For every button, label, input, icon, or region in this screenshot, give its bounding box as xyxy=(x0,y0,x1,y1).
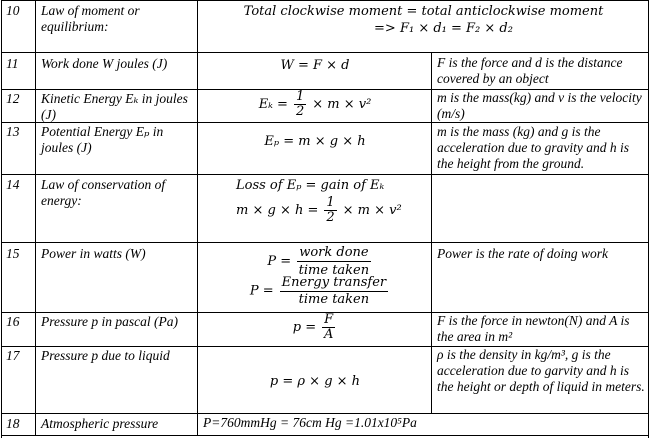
table-row xyxy=(1,312,648,346)
row-number: 12 xyxy=(1,89,35,122)
formula-cell xyxy=(197,0,649,52)
table-row xyxy=(1,174,648,242)
table-row xyxy=(1,413,648,435)
fraction-numerator: 1 xyxy=(295,89,305,104)
fraction xyxy=(322,313,335,342)
fraction-numerator: Energy transfer xyxy=(281,275,387,290)
fraction-denominator: time taken xyxy=(298,263,370,278)
table-row xyxy=(1,0,648,52)
table-row xyxy=(1,52,648,89)
row-number: 16 xyxy=(1,312,35,346)
formula-rhs: × m × v² xyxy=(342,203,402,219)
fraction-denominator: time taken xyxy=(298,292,370,307)
formula-lhs: m × g × h = xyxy=(236,203,319,219)
description-cell: F is the force in newton(N) and A is the area in m² xyxy=(431,312,648,346)
formula-line: Total clockwise moment = total anticlockwise moment xyxy=(243,4,604,19)
row-number: 13 xyxy=(1,122,35,174)
description-cell xyxy=(431,174,648,242)
row-number: 15 xyxy=(1,242,35,312)
formula: p = ρ × g × h xyxy=(269,374,361,389)
formula-lhs: p = xyxy=(292,320,317,336)
fraction-numerator: 1 xyxy=(326,195,335,210)
fraction xyxy=(297,244,370,279)
description-cell: F is the force and d is the distance covered by an object xyxy=(431,52,648,89)
table-row xyxy=(1,346,648,413)
formula-cell xyxy=(197,52,432,89)
formula-cell xyxy=(197,346,432,413)
fraction-denominator: 2 xyxy=(326,210,335,225)
row-name: Work done W joules (J) xyxy=(35,52,197,89)
row-number: 11 xyxy=(1,52,35,89)
description-cell: m is the mass (kg) and g is the acceleration due to gravity and h is the height from the ground. xyxy=(431,122,648,174)
formula-line xyxy=(198,275,432,307)
fraction xyxy=(324,196,336,225)
formula-cell xyxy=(197,312,432,346)
formula-cell xyxy=(197,89,432,122)
formula-cell xyxy=(197,242,432,312)
description-cell: m is the mass(kg) and v is the velocity (m/s) xyxy=(431,89,648,122)
fraction xyxy=(294,90,306,119)
formula-line: => F₁ × d₁ = F₂ × d₂ xyxy=(374,21,513,36)
formula-cell xyxy=(197,174,431,242)
table-row xyxy=(1,122,648,174)
formula-rhs: × m × v² xyxy=(312,97,372,113)
formula: W = F × d xyxy=(280,58,350,73)
row-name: Atmospheric pressure xyxy=(35,413,197,435)
row-number: 14 xyxy=(1,174,35,242)
description-cell: ρ is the density in kg/m³, g is the acceleration due to garvity and h is the height or depth of liquid in meters. xyxy=(431,346,648,413)
row-name: Law of conservation of energy: xyxy=(35,174,197,242)
formula-cell xyxy=(197,122,432,174)
row-number: 17 xyxy=(1,346,35,413)
fraction xyxy=(280,275,389,307)
fraction-numerator: work done xyxy=(299,245,369,260)
formula: Eₚ = m × g × h xyxy=(264,134,366,149)
table-row xyxy=(1,242,648,312)
row-number: 10 xyxy=(1,0,35,52)
row-name: Potential Energy Eₚ in joules (J) xyxy=(35,122,197,174)
row-name: Pressure p in pascal (Pa) xyxy=(35,312,197,346)
row-name: Power in watts (W) xyxy=(35,242,197,312)
description-cell: Power is the rate of doing work xyxy=(431,242,648,312)
table-divider xyxy=(1,435,648,436)
formula-lhs: P = xyxy=(267,254,292,270)
formula-line xyxy=(198,244,432,279)
formula-lhs: P = xyxy=(249,283,274,299)
formula-line xyxy=(236,196,431,225)
table-row xyxy=(1,89,648,122)
row-name: Law of moment or equilibrium: xyxy=(35,0,197,52)
row-name: Pressure p due to liquid xyxy=(35,346,197,413)
fraction-denominator: 2 xyxy=(295,104,305,119)
formula-lhs: Eₖ = xyxy=(258,97,288,113)
formula-line: Loss of Eₚ = gain of Eₖ xyxy=(236,178,385,193)
row-number: 18 xyxy=(1,413,35,435)
fraction-denominator: A xyxy=(323,327,334,342)
row-name: Kinetic Energy Eₖ in joules (J) xyxy=(35,89,197,122)
fraction-numerator: F xyxy=(324,312,334,327)
formula-cell: P=760mmHg = 76cm Hg =1.01x10⁵Pa xyxy=(197,413,648,435)
